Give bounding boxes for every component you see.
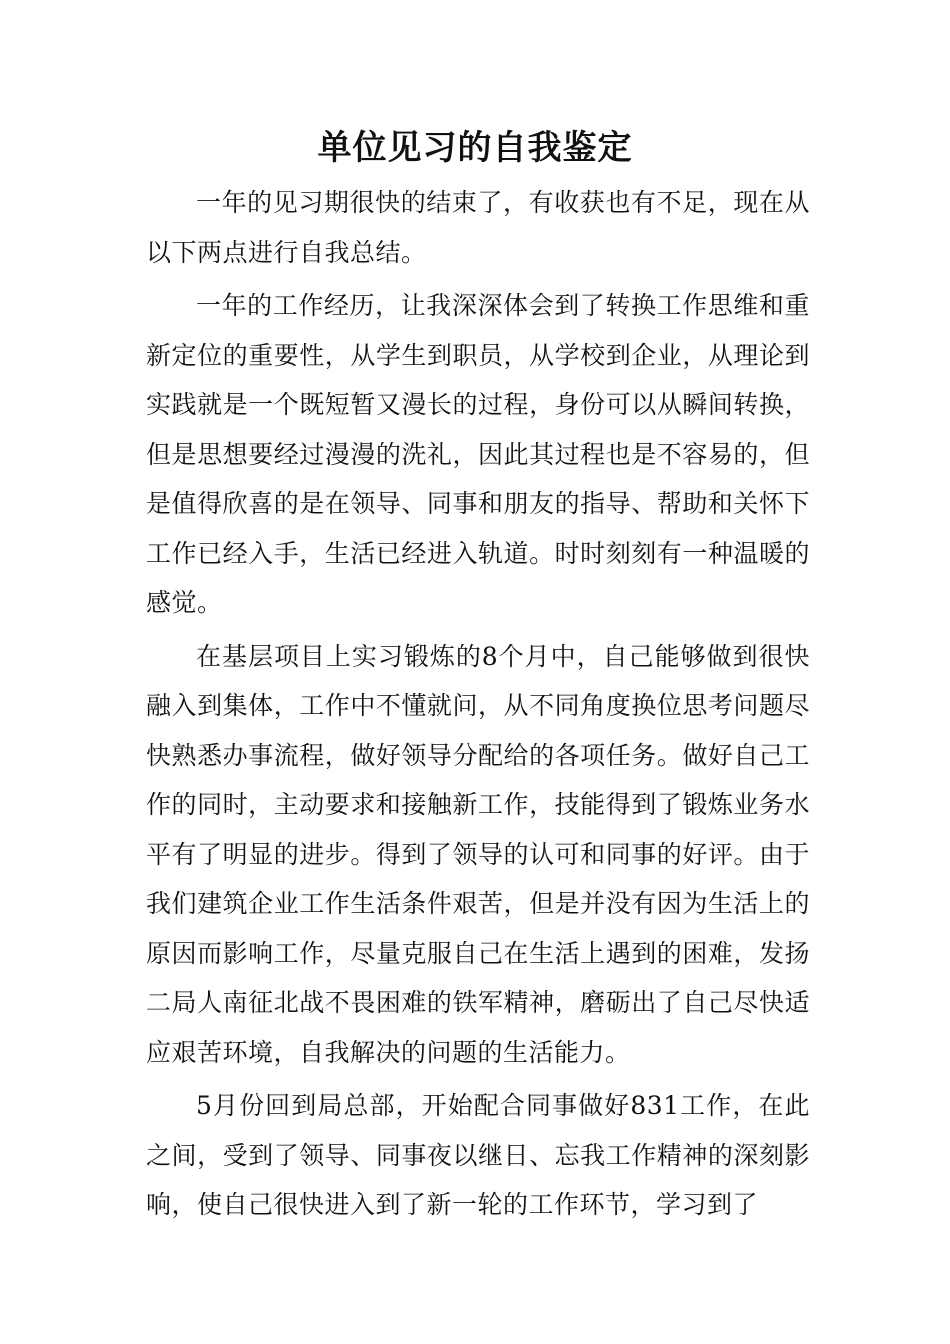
document-title: 单位见习的自我鉴定 bbox=[317, 128, 633, 168]
paragraph-grassroots-project: 在基层项目上实习锻炼的8个月中，自己能够做到很快融入到集体，工作中不懂就问，从不同角度换位思考问题尽快熟悉办事流程，做好领导分配给的各项任务。做好自己工作的同时，主动要求和接触新工作，技能得到了锻炼业务水平有了明显的进步。得到了领导的认可和同事的好评。由于我们建筑企业工作生活条件艰苦，但是并没有因为生活上的原因而影响工作，尽量克服自己在生活上遇到的困难，发扬二局人南征北战不畏困难的铁军精神，磨砺出了自己尽快适应艰苦环境，自我解决的问题的生活能力。 bbox=[146, 641, 810, 1067]
paragraph-headquarters: 5月份回到局总部，开始配合同事做好831工作，在此之间，受到了领导、同事夜以继日、忘我工作精神的深刻影响，使自己很快进入到了新一轮的工作环节，学习到了 bbox=[146, 1091, 810, 1219]
paragraph-intro: 一年的见习期很快的结束了，有收获也有不足，现在从以下两点进行自我总结。 bbox=[146, 188, 810, 267]
document-body bbox=[146, 178, 810, 1234]
paragraph-work-experience: 一年的工作经历，让我深深体会到了转换工作思维和重新定位的重要性，从学生到职员，从学校到企业，从理论到实践就是一个既短暂又漫长的过程，身份可以从瞬间转换，但是思想要经过漫漫的洗礼，因此其过程也是不容易的，但是值得欣喜的是在领导、同事和朋友的指导、帮助和关怀下工作已经入手，生活已经进入轨道。时时刻刻有一种温暖的感觉。 bbox=[146, 291, 810, 617]
